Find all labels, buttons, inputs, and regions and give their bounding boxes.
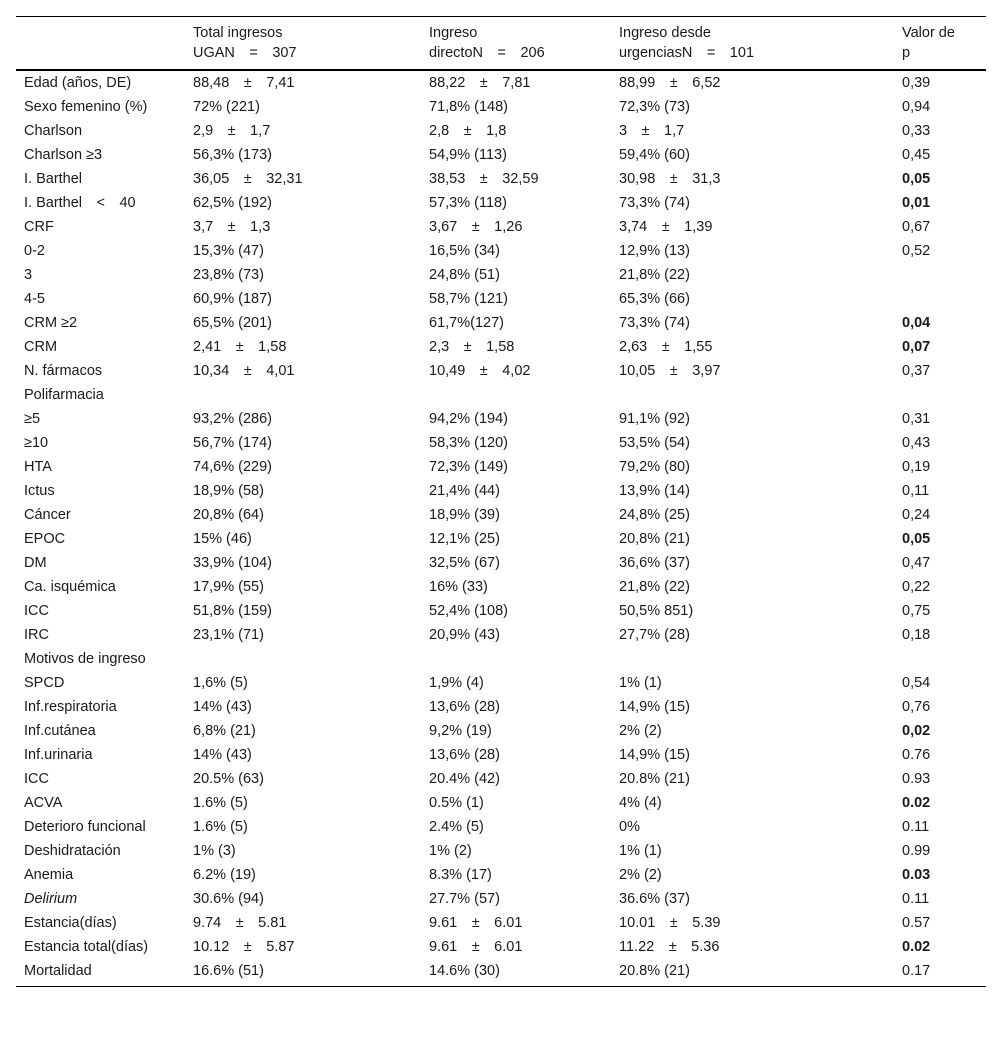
- table-row: [16, 887, 986, 911]
- cell-total-ingresos: [185, 647, 421, 671]
- cell-ingreso-directo: 88,22 ± 7,81: [429, 75, 531, 91]
- row-label: ≥10: [24, 435, 49, 451]
- row-label: I. Barthel < 40: [24, 195, 136, 211]
- cell-ingreso-urgencias: 10,05 ± 3,97: [619, 363, 721, 379]
- table-row: [16, 791, 986, 815]
- cell-valor-p: 0,24: [902, 507, 931, 523]
- cell-total-ingresos: 18,9% (58): [193, 483, 264, 499]
- cell-valor-p: [894, 263, 986, 287]
- cell-valor-p: 0,52: [902, 243, 931, 259]
- cell-total-ingresos: 10.12 ± 5.87: [193, 939, 295, 955]
- row-label: ICC: [24, 603, 49, 619]
- cell-total-ingresos: 1,6% (5): [193, 675, 248, 691]
- cell-total-ingresos: 2,41 ± 1,58: [193, 339, 287, 355]
- table-row: [16, 431, 986, 455]
- cell-total-ingresos: 17,9% (55): [193, 579, 264, 595]
- cell-ingreso-urgencias: 27,7% (28): [619, 627, 690, 643]
- table-row: [16, 503, 986, 527]
- cell-valor-p: 0.11: [902, 891, 930, 907]
- table-row: [16, 263, 986, 287]
- table-header: [16, 17, 986, 71]
- cell-total-ingresos: 6,8% (21): [193, 723, 256, 739]
- cell-ingreso-directo: 54,9% (113): [429, 147, 507, 163]
- row-label: 4-5: [24, 291, 45, 307]
- row-label: DM: [24, 555, 47, 571]
- row-label: Motivos de ingreso: [24, 651, 146, 667]
- table-row: [16, 719, 986, 743]
- row-label: ≥5: [24, 411, 41, 427]
- cell-ingreso-directo: 58,7% (121): [429, 291, 508, 307]
- cell-ingreso-directo: 21,4% (44): [429, 483, 500, 499]
- cell-total-ingresos: 23,1% (71): [193, 627, 264, 643]
- cell-ingreso-urgencias: 1% (1): [619, 843, 662, 859]
- cell-ingreso-directo: 9.61 ± 6.01: [429, 939, 523, 955]
- cell-valor-p: 0.76: [902, 747, 931, 763]
- cell-valor-p: 0.11: [902, 819, 930, 835]
- table-row: [16, 143, 986, 167]
- row-label: Sexo femenino (%): [24, 99, 148, 115]
- cell-total-ingresos: 56,7% (174): [193, 435, 272, 451]
- table-row: [16, 167, 986, 191]
- table-row: [16, 647, 986, 671]
- cell-ingreso-directo: 61,7%(127): [429, 315, 504, 331]
- cell-ingreso-urgencias: [611, 647, 894, 671]
- row-label: Polifarmacia: [24, 387, 104, 403]
- cell-ingreso-directo: 1,9% (4): [429, 675, 484, 691]
- cell-ingreso-directo: 71,8% (148): [429, 99, 508, 115]
- row-label: Anemia: [24, 867, 74, 883]
- cell-total-ingresos: 16.6% (51): [193, 963, 264, 979]
- cell-ingreso-urgencias: 10.01 ± 5.39: [619, 915, 721, 931]
- table-row: [16, 335, 986, 359]
- table-body: [16, 70, 986, 987]
- cell-valor-p: 0,31: [902, 411, 931, 427]
- cell-ingreso-directo: 52,4% (108): [429, 603, 508, 619]
- cell-valor-p: 0,54: [902, 675, 931, 691]
- cell-ingreso-urgencias: 36.6% (37): [619, 891, 690, 907]
- cell-ingreso-urgencias: 73,3% (74): [619, 315, 690, 331]
- header-ingreso-urgencias: Ingreso desde urgenciasN = 101: [619, 25, 755, 61]
- row-label: Estancia total(días): [24, 939, 149, 955]
- cell-ingreso-urgencias: 20,8% (21): [619, 531, 690, 547]
- cell-valor-p: 0,37: [902, 363, 931, 379]
- header-row: [16, 17, 986, 71]
- row-label: Inf.urinaria: [24, 747, 93, 763]
- row-label: Cáncer: [24, 507, 71, 523]
- cell-ingreso-directo: 16,5% (34): [429, 243, 500, 259]
- cell-valor-p: 0,11: [902, 483, 930, 499]
- table-row: [16, 767, 986, 791]
- cell-valor-p: 0,07: [902, 339, 931, 355]
- row-label: Deshidratación: [24, 843, 121, 859]
- table-row: [16, 527, 986, 551]
- row-label: Delirium: [24, 891, 78, 907]
- cell-ingreso-directo: [421, 383, 611, 407]
- cell-ingreso-directo: 10,49 ± 4,02: [429, 363, 531, 379]
- cell-valor-p: 0,39: [902, 75, 931, 91]
- row-label: CRM ≥2: [24, 315, 78, 331]
- cell-valor-p: 0,22: [902, 579, 931, 595]
- cell-total-ingresos: 2,9 ± 1,7: [193, 123, 271, 139]
- cell-ingreso-directo: 20,9% (43): [429, 627, 500, 643]
- cell-ingreso-urgencias: 3,74 ± 1,39: [619, 219, 713, 235]
- cell-valor-p: 0,45: [902, 147, 931, 163]
- cell-ingreso-urgencias: 14,9% (15): [619, 699, 690, 715]
- cell-ingreso-directo: 38,53 ± 32,59: [429, 171, 539, 187]
- cell-ingreso-urgencias: 20.8% (21): [619, 963, 690, 979]
- table-row: [16, 935, 986, 959]
- table-row: [16, 959, 986, 987]
- row-label: Ca. isquémica: [24, 579, 116, 595]
- cell-total-ingresos: 93,2% (286): [193, 411, 272, 427]
- cell-ingreso-directo: [421, 647, 611, 671]
- cell-total-ingresos: 62,5% (192): [193, 195, 272, 211]
- cell-ingreso-directo: 2,3 ± 1,58: [429, 339, 515, 355]
- cell-valor-p: [894, 287, 986, 311]
- row-label: Charlson: [24, 123, 83, 139]
- cell-ingreso-directo: 57,3% (118): [429, 195, 507, 211]
- comparison-table: [16, 16, 986, 987]
- cell-ingreso-urgencias: 53,5% (54): [619, 435, 690, 451]
- cell-valor-p: 0,19: [902, 459, 931, 475]
- cell-ingreso-urgencias: 24,8% (25): [619, 507, 690, 523]
- row-label: IRC: [24, 627, 49, 643]
- cell-ingreso-urgencias: 2% (2): [619, 867, 662, 883]
- table-row: [16, 119, 986, 143]
- cell-total-ingresos: 72% (221): [193, 99, 260, 115]
- cell-ingreso-urgencias: 73,3% (74): [619, 195, 690, 211]
- header-ingreso-directo: Ingreso directoN = 206: [429, 25, 545, 61]
- cell-valor-p: 0.93: [902, 771, 931, 787]
- cell-valor-p: [894, 647, 986, 671]
- cell-ingreso-directo: 72,3% (149): [429, 459, 508, 475]
- cell-valor-p: 0,94: [902, 99, 931, 115]
- table-row: [16, 575, 986, 599]
- cell-valor-p: 0,76: [902, 699, 931, 715]
- table-row: [16, 479, 986, 503]
- cell-valor-p: 0.02: [902, 939, 931, 955]
- cell-ingreso-urgencias: 2% (2): [619, 723, 662, 739]
- cell-ingreso-directo: 3,67 ± 1,26: [429, 219, 523, 235]
- row-label: 0-2: [24, 243, 45, 259]
- cell-total-ingresos: 51,8% (159): [193, 603, 272, 619]
- cell-valor-p: 0,67: [902, 219, 931, 235]
- header-total-ingresos: Total ingresos UGAN = 307: [193, 25, 297, 61]
- cell-ingreso-urgencias: [611, 383, 894, 407]
- cell-total-ingresos: 36,05 ± 32,31: [193, 171, 303, 187]
- row-label: HTA: [24, 459, 52, 475]
- cell-ingreso-directo: 20.4% (42): [429, 771, 500, 787]
- cell-total-ingresos: 88,48 ± 7,41: [193, 75, 295, 91]
- cell-total-ingresos: 74,6% (229): [193, 459, 272, 475]
- table-row: [16, 215, 986, 239]
- cell-valor-p: 0,33: [902, 123, 931, 139]
- cell-valor-p: 0,01: [902, 195, 931, 211]
- table-row: [16, 599, 986, 623]
- cell-ingreso-directo: 16% (33): [429, 579, 488, 595]
- row-label: Charlson ≥3: [24, 147, 103, 163]
- cell-ingreso-urgencias: 2,63 ± 1,55: [619, 339, 713, 355]
- table-row: [16, 383, 986, 407]
- cell-ingreso-urgencias: 50,5% 851): [619, 603, 694, 619]
- table-row: [16, 815, 986, 839]
- cell-total-ingresos: 60,9% (187): [193, 291, 272, 307]
- cell-ingreso-directo: 1% (2): [429, 843, 472, 859]
- cell-valor-p: 0,47: [902, 555, 931, 571]
- row-label: Deterioro funcional: [24, 819, 146, 835]
- cell-total-ingresos: 9.74 ± 5.81: [193, 915, 287, 931]
- row-label: Mortalidad: [24, 963, 92, 979]
- cell-total-ingresos: 15% (46): [193, 531, 252, 547]
- cell-valor-p: 0.03: [902, 867, 931, 883]
- cell-ingreso-urgencias: 65,3% (66): [619, 291, 690, 307]
- table-row: [16, 239, 986, 263]
- cell-ingreso-directo: 12,1% (25): [429, 531, 500, 547]
- header-variable: [16, 17, 185, 71]
- row-label: ACVA: [24, 795, 63, 811]
- cell-total-ingresos: 1% (3): [193, 843, 236, 859]
- table-row: [16, 407, 986, 431]
- row-label: I. Barthel: [24, 171, 83, 187]
- row-label: Estancia(días): [24, 915, 117, 931]
- row-label: SPCD: [24, 675, 65, 691]
- cell-ingreso-directo: 2.4% (5): [429, 819, 484, 835]
- cell-ingreso-directo: 2,8 ± 1,8: [429, 123, 507, 139]
- table-row: [16, 911, 986, 935]
- cell-total-ingresos: 30.6% (94): [193, 891, 264, 907]
- cell-valor-p: 0,43: [902, 435, 931, 451]
- cell-ingreso-urgencias: 0%: [619, 819, 640, 835]
- cell-ingreso-directo: 0.5% (1): [429, 795, 484, 811]
- cell-total-ingresos: 20.5% (63): [193, 771, 264, 787]
- cell-valor-p: 0.57: [902, 915, 931, 931]
- cell-ingreso-urgencias: 20.8% (21): [619, 771, 690, 787]
- cell-ingreso-directo: 9.61 ± 6.01: [429, 915, 523, 931]
- cell-valor-p: 0.02: [902, 795, 931, 811]
- table-row: [16, 70, 986, 95]
- cell-valor-p: 0,02: [902, 723, 931, 739]
- cell-valor-p: 0,04: [902, 315, 931, 331]
- table-row: [16, 839, 986, 863]
- cell-total-ingresos: 56,3% (173): [193, 147, 272, 163]
- cell-ingreso-urgencias: 13,9% (14): [619, 483, 690, 499]
- table-row: [16, 863, 986, 887]
- cell-valor-p: 0,05: [902, 171, 931, 187]
- table-row: [16, 287, 986, 311]
- cell-total-ingresos: 65,5% (201): [193, 315, 272, 331]
- cell-total-ingresos: [185, 383, 421, 407]
- cell-ingreso-urgencias: 3 ± 1,7: [619, 123, 685, 139]
- row-label: CRF: [24, 219, 54, 235]
- cell-ingreso-urgencias: 30,98 ± 31,3: [619, 171, 721, 187]
- table-row: [16, 743, 986, 767]
- row-label: Edad (años, DE): [24, 75, 132, 91]
- table-row: [16, 551, 986, 575]
- cell-ingreso-urgencias: 91,1% (92): [619, 411, 690, 427]
- table-row: [16, 695, 986, 719]
- cell-ingreso-urgencias: 59,4% (60): [619, 147, 690, 163]
- cell-ingreso-directo: 24,8% (51): [429, 267, 500, 283]
- row-label: Ictus: [24, 483, 55, 499]
- cell-ingreso-urgencias: 21,8% (22): [619, 267, 690, 283]
- cell-ingreso-directo: 58,3% (120): [429, 435, 508, 451]
- cell-total-ingresos: 23,8% (73): [193, 267, 264, 283]
- cell-valor-p: 0,18: [902, 627, 931, 643]
- cell-ingreso-urgencias: 4% (4): [619, 795, 662, 811]
- cell-ingreso-directo: 9,2% (19): [429, 723, 492, 739]
- row-label: N. fármacos: [24, 363, 103, 379]
- cell-ingreso-directo: 13,6% (28): [429, 699, 500, 715]
- cell-total-ingresos: 14% (43): [193, 747, 252, 763]
- cell-total-ingresos: 3,7 ± 1,3: [193, 219, 271, 235]
- cell-valor-p: 0.17: [902, 963, 931, 979]
- comparison-table-container: [16, 16, 986, 987]
- cell-ingreso-directo: 32,5% (67): [429, 555, 500, 571]
- row-label: 3: [24, 267, 33, 283]
- cell-ingreso-directo: 8.3% (17): [429, 867, 492, 883]
- cell-total-ingresos: 6.2% (19): [193, 867, 256, 883]
- cell-valor-p: [894, 383, 986, 407]
- cell-ingreso-urgencias: 79,2% (80): [619, 459, 690, 475]
- cell-total-ingresos: 20,8% (64): [193, 507, 264, 523]
- table-row: [16, 455, 986, 479]
- cell-valor-p: 0.99: [902, 843, 931, 859]
- table-row: [16, 95, 986, 119]
- table-row: [16, 359, 986, 383]
- cell-ingreso-directo: 13,6% (28): [429, 747, 500, 763]
- table-row: [16, 191, 986, 215]
- table-row: [16, 671, 986, 695]
- cell-total-ingresos: 10,34 ± 4,01: [193, 363, 295, 379]
- cell-ingreso-urgencias: 36,6% (37): [619, 555, 690, 571]
- header-valor-p: Valor de p: [902, 25, 955, 61]
- cell-ingreso-urgencias: 21,8% (22): [619, 579, 690, 595]
- cell-ingreso-directo: 94,2% (194): [429, 411, 508, 427]
- row-label: CRM: [24, 339, 58, 355]
- cell-total-ingresos: 1.6% (5): [193, 819, 248, 835]
- cell-ingreso-urgencias: 72,3% (73): [619, 99, 690, 115]
- table-row: [16, 623, 986, 647]
- cell-ingreso-urgencias: 12,9% (13): [619, 243, 690, 259]
- row-label: ICC: [24, 771, 49, 787]
- cell-total-ingresos: 15,3% (47): [193, 243, 264, 259]
- row-label: EPOC: [24, 531, 66, 547]
- cell-ingreso-urgencias: 88,99 ± 6,52: [619, 75, 721, 91]
- row-label: Inf.respiratoria: [24, 699, 117, 715]
- cell-ingreso-directo: 27.7% (57): [429, 891, 500, 907]
- cell-ingreso-urgencias: 11.22 ± 5.36: [619, 939, 720, 955]
- cell-ingreso-urgencias: 14,9% (15): [619, 747, 690, 763]
- row-label: Inf.cutánea: [24, 723, 96, 739]
- cell-total-ingresos: 33,9% (104): [193, 555, 272, 571]
- cell-valor-p: 0,05: [902, 531, 931, 547]
- cell-ingreso-directo: 18,9% (39): [429, 507, 500, 523]
- cell-valor-p: 0,75: [902, 603, 931, 619]
- cell-ingreso-urgencias: 1% (1): [619, 675, 662, 691]
- cell-ingreso-directo: 14.6% (30): [429, 963, 500, 979]
- table-row: [16, 311, 986, 335]
- cell-total-ingresos: 14% (43): [193, 699, 252, 715]
- cell-total-ingresos: 1.6% (5): [193, 795, 248, 811]
